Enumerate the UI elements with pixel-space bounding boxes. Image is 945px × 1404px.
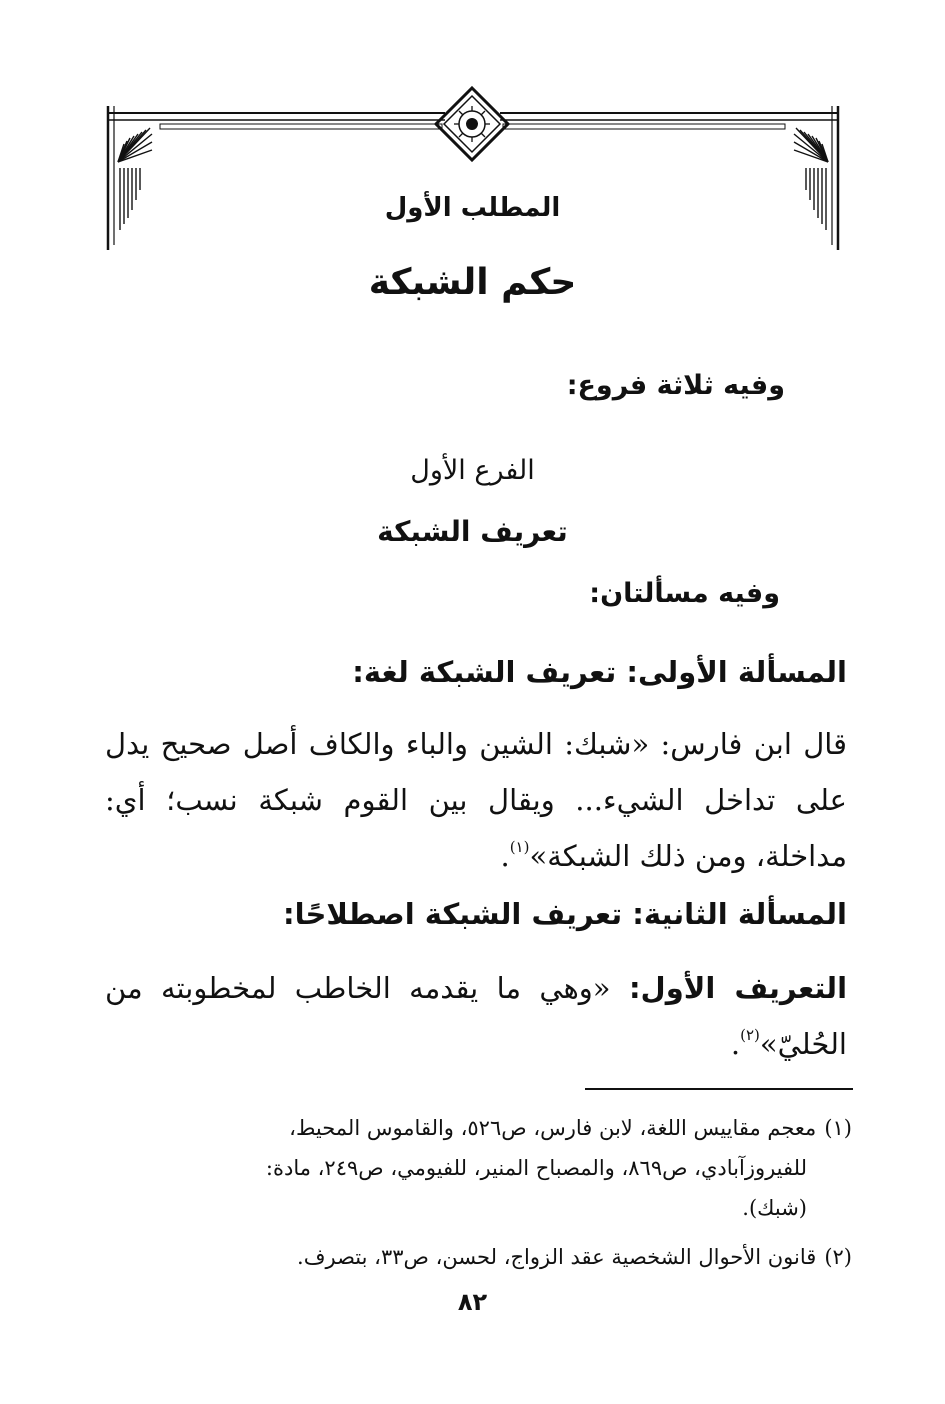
footnote-text: معجم مقاييس اللغة، لابن فارس، ص٥٢٦، والقاموس المحيط، [289, 1116, 817, 1140]
footnote-text: (شبك). [742, 1196, 807, 1220]
section2-paragraph: التعريف الأول: «وهي ما يقدمه الخاطب لمخطوبته من الحُليّ»$^{(٢)}$. [105, 971, 848, 1061]
footnote-ref-1[interactable]: (١) [509, 838, 530, 856]
section2-text: «وهي ما يقدمه الخاطب لمخطوبته من الحُليّ» [105, 971, 847, 1061]
page-title: حكم الشبكة [368, 262, 577, 303]
subintro-line: وفيه مسألتان: [589, 578, 780, 609]
footnote-separator [585, 1088, 853, 1090]
section1-paragraph: قال ابن فارس: «شبك: الشين والباء والكاف أصل صحيح يدل على تداخل الشيء... ويقال بين القوم شبكة نسب؛ أي: مداخلة، ومن ذلك الشبكة»$^{(١)}$. [105, 727, 847, 873]
definition-lead: التعريف الأول: [628, 971, 848, 1005]
branch-title: تعريف الشبكة [377, 515, 568, 548]
footnote-2 [100, 1237, 852, 1277]
footnote-number: (٢) [824, 1245, 852, 1269]
footnote-text: للفيروزآبادي، ص٨٦٩، والمصباح المنير، للفيومي، ص٢٤٩، مادة: [265, 1156, 807, 1180]
page-number: ٨٢ [457, 1288, 488, 1316]
intro-line: وفيه ثلاثة فروع: [566, 370, 785, 401]
section2-heading: المسألة الثانية: تعريف الشبكة اصطلاحًا: [283, 897, 847, 931]
footnote-text: قانون الأحوال الشخصية عقد الزواج، لحسن، ص٣٣، بتصرف. [297, 1245, 817, 1269]
section1-text: قال ابن فارس: «شبك: الشين والباء والكاف أصل صحيح يدل على تداخل الشيء... ويقال بين القوم شبكة نسب؛ أي: مداخلة، ومن ذلك الشبكة» [105, 727, 847, 873]
center-diamond-medallion-icon [436, 88, 508, 160]
footnote-number: (١) [824, 1116, 852, 1140]
footnote-ref-2[interactable]: (٢) [740, 1026, 760, 1044]
section1-heading: المسألة الأولى: تعريف الشبكة لغة: [352, 655, 847, 689]
footnote-1 [100, 1108, 852, 1228]
branch-label: الفرع الأول [410, 455, 535, 486]
section-subtitle: المطلب الأول [384, 193, 561, 223]
